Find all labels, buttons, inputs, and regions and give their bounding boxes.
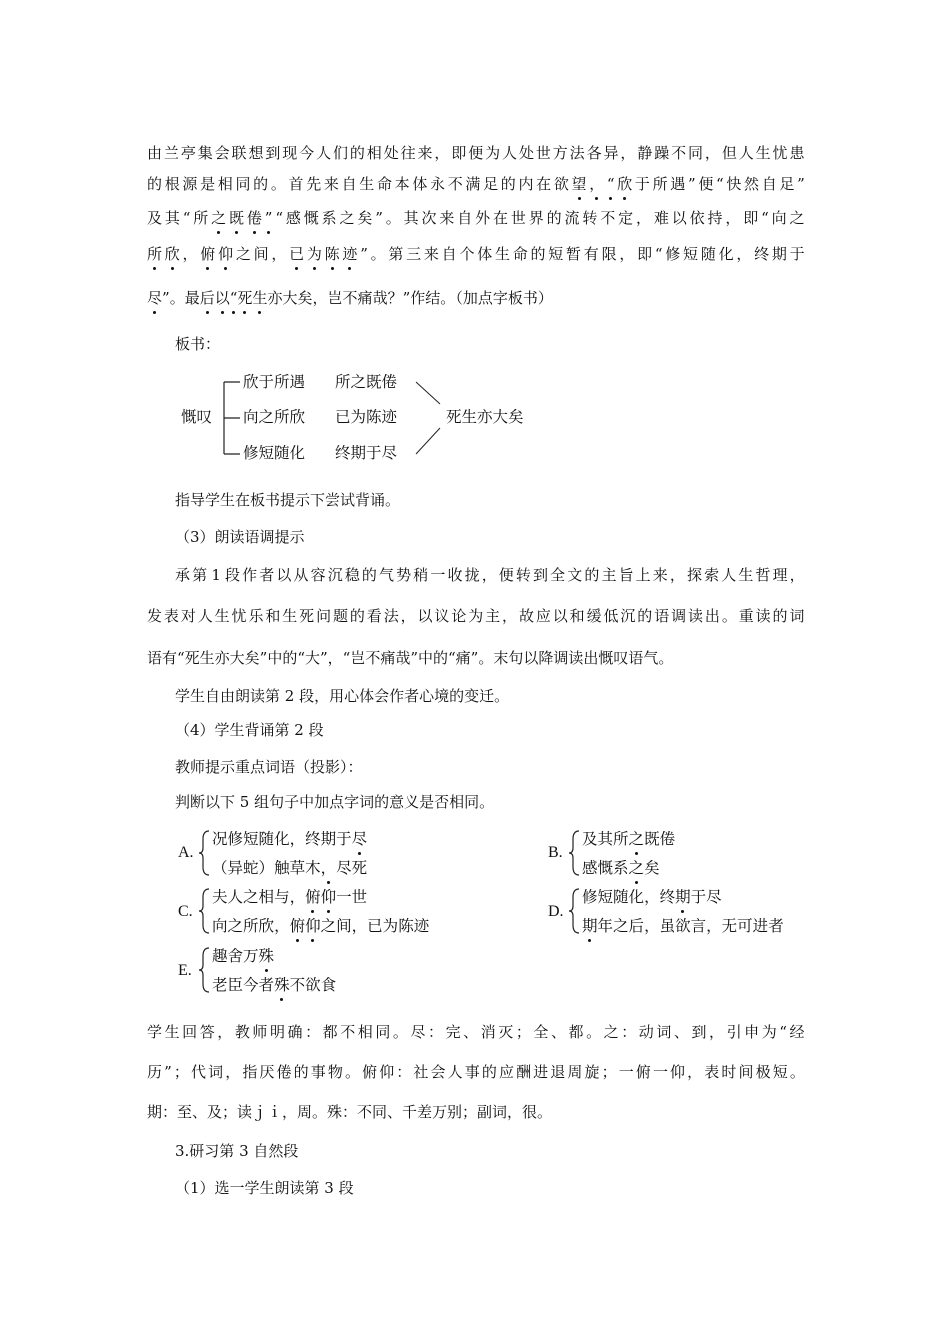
para1-line-2: 的 根 源 是 相 同 的 。 首 先 来 自 生 命 本 体 永 不 满 足 的 内 在 欲 望 ， “ 欣 于 所 遇 ” 便 “ 快 然 自 足 ”: [147, 175, 805, 193]
judge-instruction: 判断以下 5 组句子中加点字词的意义是否相同。: [175, 793, 495, 811]
para1-line-4: 所 欣 ， 俯 仰 之 间 ， 已 为 陈 迹 ” 。 第 三 来 自 个 体 生 命 的 短 暂 有 限 ， 即 “ 修 短 随 化 ， 终 期 于: [147, 245, 805, 263]
exercise-a-line-1: 况修短随化，终期于尽: [212, 830, 368, 848]
answer-line-3: 期：至、及；读ｊｉ，周。殊：不同、千差万别；副词，很。: [147, 1103, 553, 1121]
exercise-d-line-1: 修短随化，终期于尽: [582, 888, 722, 906]
exercise-b-line-1: 及其所之既倦: [582, 830, 676, 848]
board-row-2-b: 已为陈迹: [335, 408, 398, 426]
exercise-e-line-2: 老臣今者殊不欲食: [212, 976, 337, 994]
exercise-c-line-2: 向之所欣，俯仰之间，已为陈迹: [212, 917, 430, 935]
para3-line-1: 承 第 1 段 作 者 以 从 容 沉 稳 的 气 势 稍 一 收 拢 ， 便 转 到 全 文 的 主 旨 上 来 ， 探 索 人 生 哲 理 ，: [175, 566, 805, 584]
exercise-a-line-2: （异蛇）触草木，尽死: [212, 859, 368, 877]
exercise-c-line-1: 夫人之相与，俯仰一世: [212, 888, 368, 906]
exercise-c-brace: [199, 887, 211, 935]
exercise-e-line-1: 趣舍万殊: [212, 947, 275, 965]
teacher-hint: 教师提示重点词语（投影）：: [175, 758, 363, 776]
para1-line-1: 由 兰 亭 集 会 联 想 到 现 今 人 们 的 相 处 往 来 ， 即 便 为 人 处 世 方 法 各 异 ， 静 躁 不 同 ， 但 人 生 忧 患: [147, 144, 805, 162]
board-row-1-a: 欣于所遇: [243, 373, 306, 391]
answer-line-1: 学 生 回 答 ， 教 师 明 确 ： 都 不 相 同 。 尽 ： 完 、 消 灭 ； 全 、 都 。 之 ： 动 词 、 到 ， 引 申 为 “ 经: [147, 1023, 805, 1041]
guide-text: 指导学生在板书提示下尝试背诵。: [175, 491, 401, 509]
exercise-e-brace: [199, 946, 211, 994]
answer-line-2: 历 ” ； 代 词 ， 指 厌 倦 的 事 物 。 俯 仰 ： 社 会 人 事 的 应 酬 进 退 周 旋 ； 一 俯 一 仰 ， 表 时 间 极 短 。: [147, 1063, 805, 1081]
para3-line-3: 语有“死生亦大矣”中的“大”，“岂不痛哉”中的“痛”。末句以降调读出慨叹语气。: [147, 649, 674, 667]
board-label: 板书：: [175, 335, 221, 353]
section-3-subtitle: （1）选一学生朗读第 3 段: [175, 1179, 354, 1197]
board-row-1-b: 所之既倦: [335, 373, 398, 391]
board-row-3-a: 修短随化: [243, 444, 306, 462]
exercise-d-brace: [569, 887, 581, 935]
exercise-e-label: E.: [178, 962, 192, 979]
exercise-a-label: A.: [178, 844, 194, 861]
free-read-text: 学生自由朗读第 2 段，用心体会作者心境的变迁。: [175, 687, 510, 705]
para1-line-3: 及 其 “ 所 之 既 倦 ” “ 感 慨 系 之 矣 ” 。 其 次 来 自 外 在 世 界 的 流 转 不 定 ， 难 以 依 持 ， 即 “ 向 之: [147, 209, 805, 227]
para1-line-5: 尽”。最后以“死生亦大矣，岂不痛哉？”作结。（加点字板书）: [147, 289, 553, 307]
board-root: 慨叹: [181, 408, 213, 426]
exercise-a-brace: [199, 829, 211, 877]
exercise-b-line-2: 感慨系之矣: [582, 859, 660, 877]
exercise-d-line-2: 期年之后，虽欲言，无可进者: [582, 917, 784, 935]
exercise-d-label: D.: [548, 903, 564, 920]
section-3-title: 3.研习第 3 自然段: [175, 1142, 299, 1160]
board-conclusion: 死生亦大矣: [446, 408, 524, 426]
para3-line-2: 发 表 对 人 生 忧 乐 和 生 死 问 题 的 看 法 ， 以 议 论 为 主 ， 故 应 以 和 缓 低 沉 的 语 调 读 出 。 重 读 的 词: [147, 607, 805, 625]
exercise-b-label: B.: [548, 844, 563, 861]
section-4-heading: （4）学生背诵第 2 段: [175, 721, 324, 739]
board-row-3-b: 终期于尽: [335, 444, 398, 462]
exercise-c-label: C.: [178, 903, 193, 920]
section-3-heading: （3）朗读语调提示: [175, 528, 305, 546]
board-row-2-a: 向之所欣: [243, 408, 306, 426]
exercise-b-brace: [569, 829, 581, 877]
